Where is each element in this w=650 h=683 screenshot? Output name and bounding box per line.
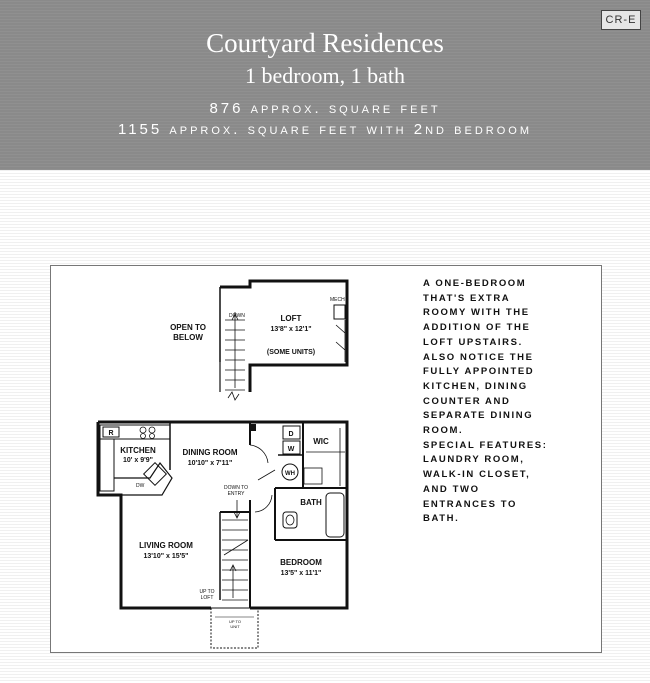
description-line: LAUNDRY ROOM, [423, 454, 525, 466]
page-subtitle: 1 bedroom, 1 bath [244, 63, 406, 88]
loft-down-label: DOWN [229, 313, 245, 319]
structural-column [249, 424, 256, 431]
page-title: Courtyard Residences [206, 28, 444, 58]
wic-label: WIC [313, 437, 329, 446]
bedroom-name: BEDROOM [280, 558, 322, 567]
description-line: FULLY APPOINTED [423, 366, 535, 378]
square-feet-line: 876 approx. square feet [209, 100, 441, 117]
description-line: THAT'S EXTRA [423, 292, 511, 304]
open-to-label: OPEN TO [170, 323, 206, 332]
loft-dims: 13'8" x 12'1" [270, 326, 312, 333]
bath-label: BATH [300, 498, 322, 507]
loft-note: (SOME UNITS) [266, 349, 316, 356]
kitchen-name: KITCHEN [120, 446, 156, 455]
description-line: ROOM. [423, 425, 464, 437]
loft-name: LOFT [280, 314, 302, 323]
up-to-unit-label-1: UP TO [228, 619, 242, 624]
below-label: BELOW [173, 333, 203, 342]
description-line: COUNTER AND [423, 395, 511, 407]
description-line: SEPARATE DINING [423, 410, 534, 422]
bedroom-dims: 13'5" x 11'1" [280, 570, 322, 577]
plan-description [423, 277, 593, 527]
water-heater-label: WH [285, 471, 295, 477]
dishwasher-label: DW [136, 483, 145, 489]
square-feet-bedroom-line: 1155 approx. square feet with 2nd bedroom [117, 121, 532, 138]
loft-section [220, 281, 347, 400]
up-to-loft-label-1: UP TO [199, 589, 215, 595]
description-line: WALK-IN CLOSET, [423, 469, 531, 481]
description-line: ENTRANCES TO [423, 498, 517, 510]
description-line: ROOMY WITH THE [423, 307, 530, 319]
refrigerator-label: R [108, 430, 114, 437]
up-to-loft-label-2: LOFT [200, 595, 214, 601]
description-line: LOFT UPSTAIRS. [423, 336, 523, 348]
description-line: ADDITION OF THE [423, 322, 531, 334]
kitchen-dims: 10' x 9'9" [122, 457, 154, 464]
description-line: ALSO NOTICE THE [423, 351, 534, 363]
plan-code-badge: CR-E [601, 10, 641, 30]
dryer-label: D [288, 431, 294, 438]
description-line: KITCHEN, DINING [423, 380, 528, 392]
washer-label: W [287, 446, 295, 453]
living-name: LIVING ROOM [139, 541, 193, 550]
living-dims: 13'10" x 15'5" [143, 553, 189, 560]
dining-dims: 10'10" x 7'11" [187, 460, 233, 467]
entry-label: ENTRY [227, 491, 245, 497]
description-line: BATH. [423, 513, 460, 525]
description-line: SPECIAL FEATURES: [423, 439, 548, 451]
mech-label: MECH [330, 297, 345, 303]
description-line: A ONE-BEDROOM [423, 278, 527, 289]
down-to-label: DOWN TO [224, 485, 248, 491]
description-line: AND TWO [423, 483, 480, 495]
dining-name: DINING ROOM [182, 448, 238, 457]
up-to-unit-label-2: UNIT [230, 624, 240, 629]
